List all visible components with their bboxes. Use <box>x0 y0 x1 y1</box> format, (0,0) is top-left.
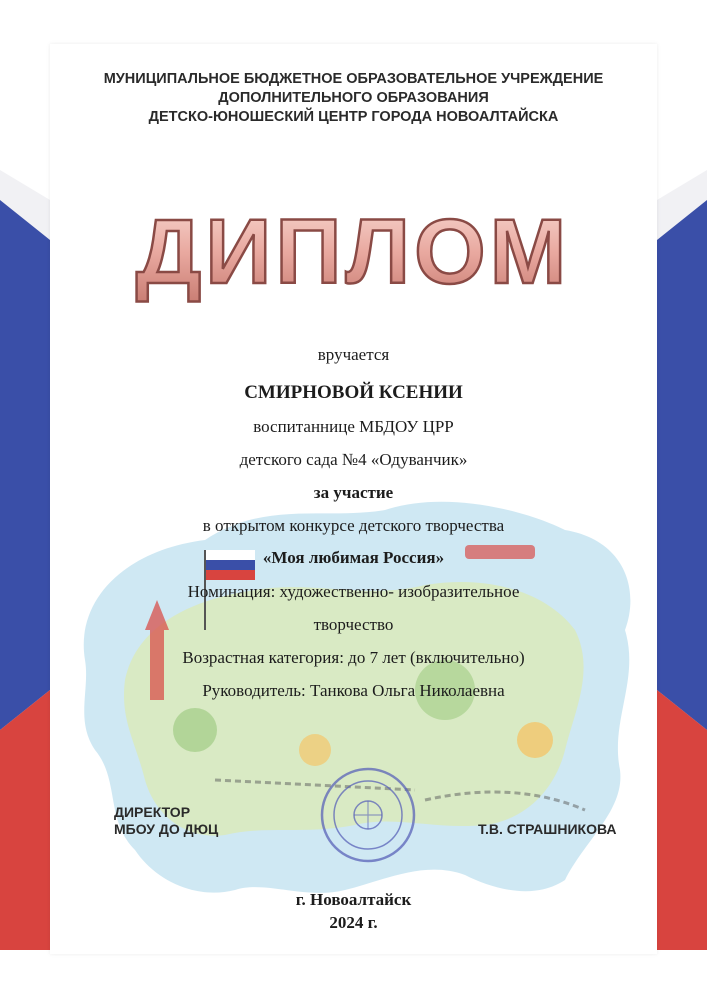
age-category-line: Возрастная категория: до 7 лет (включительно) <box>182 648 525 667</box>
nomination-line-1: Номинация: художественно- изобразительное <box>187 582 520 601</box>
director-name: Т.В. СТРАШНИКОВА <box>478 821 617 837</box>
contest-line: в открытом конкурсе детского творчества <box>202 516 505 535</box>
director-position-line-2: МБОУ ДО ДЮЦ <box>114 821 219 837</box>
header-line-1: МУНИЦИПАЛЬНОЕ БЮДЖЕТНОЕ ОБРАЗОВАТЕЛЬНОЕ УЧРЕЖДЕНИЕ <box>103 71 604 87</box>
contest-name: «Моя любимая Россия» <box>262 548 445 567</box>
header-line-3: ДЕТСКО-ЮНОШЕСКИЙ ЦЕНТР ГОРОДА НОВОАЛТАЙСКА <box>148 109 559 125</box>
header-line-2: ДОПОЛНИТЕЛЬНОГО ОБРАЗОВАНИЯ <box>218 90 489 106</box>
recipient-name: СМИРНОВОЙ КСЕНИИ <box>244 382 463 403</box>
year-line: 2024 г. <box>329 913 378 932</box>
nomination-line-2: творчество <box>313 615 394 634</box>
flag-stripe-left <box>0 170 50 950</box>
title-text: ДИПЛОМ <box>135 201 571 303</box>
pupil-of-line: воспитаннице МБДОУ ЦРР <box>253 417 454 436</box>
city-line: г. Новоалтайск <box>295 890 412 909</box>
awarded-label: вручается <box>317 345 390 364</box>
director-position <box>114 804 218 838</box>
institution-header <box>50 70 657 127</box>
official-stamp-icon <box>318 765 418 865</box>
diploma-title <box>50 195 657 305</box>
director-position-line-1: ДИРЕКТОР <box>114 804 191 820</box>
flag-stripe-right <box>657 170 707 950</box>
kindergarten-line: детского сада №4 «Одуванчик» <box>239 450 468 469</box>
participation-line: за участие <box>313 483 394 502</box>
supervisor-line: Руководитель: Танкова Ольга Николаевна <box>202 681 505 700</box>
